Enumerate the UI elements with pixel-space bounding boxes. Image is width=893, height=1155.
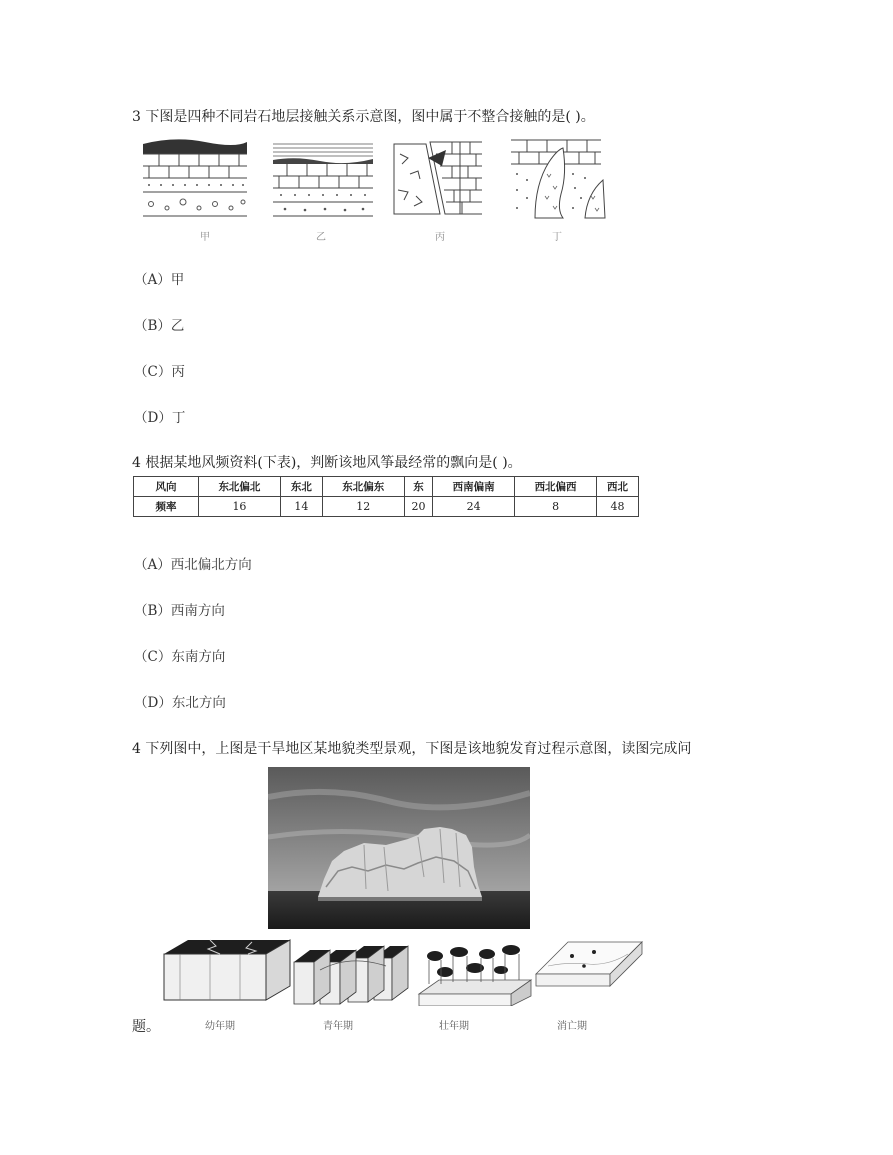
stage-label-youth: 青年期 — [323, 1021, 353, 1032]
table-cell: 12 — [322, 497, 404, 517]
table-cell: 东北 — [280, 477, 322, 497]
table-cell: 频率 — [134, 497, 199, 517]
strata-panel-ding — [511, 140, 605, 218]
stage-label-old: 消亡期 — [557, 1021, 587, 1032]
stage-label-mature: 壮年期 — [439, 1021, 469, 1032]
table-cell: 西南偏南 — [433, 477, 515, 497]
table-cell: 东北偏东 — [322, 477, 404, 497]
stage-mature-mesas — [419, 945, 531, 1006]
table-cell: 西北偏西 — [515, 477, 597, 497]
table-header-row — [134, 477, 639, 497]
strata-panel-yi — [273, 144, 373, 216]
table-cell: 20 — [404, 497, 433, 517]
q3-option-b: （B）乙 — [134, 318, 185, 334]
table-row — [134, 497, 639, 517]
landform-photo — [268, 767, 530, 929]
strata-panel-bing — [394, 142, 482, 214]
table-cell: 48 — [597, 497, 639, 517]
strata-label-ding: 丁 — [552, 232, 562, 243]
strata-panel-jia — [143, 139, 247, 216]
q3-option-a: （A）甲 — [134, 272, 185, 288]
q4b-stem: 4 下列图中，上图是干旱地区某地貌类型景观，下图是该地貌发育过程示意图，读图完成问 — [132, 741, 692, 757]
table-cell: 14 — [280, 497, 322, 517]
table-cell: 东北偏北 — [199, 477, 281, 497]
stage-label-young: 幼年期 — [205, 1021, 235, 1032]
table-cell: 风向 — [134, 477, 199, 497]
q4a-stem: 4 根据某地风频资料(下表)，判断该地风筝最经常的飘向是( )。 — [132, 455, 522, 471]
q3-option-d: （D）丁 — [134, 410, 186, 426]
table-cell: 16 — [199, 497, 281, 517]
q3-stem: 3 下图是四种不同岩石地层接触关系示意图，图中属于不整合接触的是( )。 — [132, 109, 595, 125]
q4a-option-b: （B）西南方向 — [134, 603, 225, 619]
q4b-stem-tail: 题。 — [132, 1019, 160, 1035]
table-cell: 东 — [404, 477, 433, 497]
stage-youth-blocks — [294, 946, 408, 1004]
q3-option-c: （C）丙 — [134, 364, 185, 380]
strata-label-jia: 甲 — [200, 232, 210, 243]
q4a-option-a: （A）西北偏北方向 — [134, 557, 252, 573]
landform-stages-diagram — [160, 934, 644, 1006]
stage-young-block — [164, 940, 290, 1000]
rock-strata-figure — [135, 134, 615, 224]
wind-frequency-table — [133, 476, 639, 517]
q4a-option-c: （C）东南方向 — [134, 649, 226, 665]
stage-old-plain — [536, 942, 642, 986]
q4a-option-d: （D）东北方向 — [134, 695, 226, 711]
strata-label-yi: 乙 — [316, 232, 326, 243]
table-cell: 西北 — [597, 477, 639, 497]
strata-label-bing: 丙 — [435, 232, 445, 243]
table-cell: 8 — [515, 497, 597, 517]
table-cell: 24 — [433, 497, 515, 517]
